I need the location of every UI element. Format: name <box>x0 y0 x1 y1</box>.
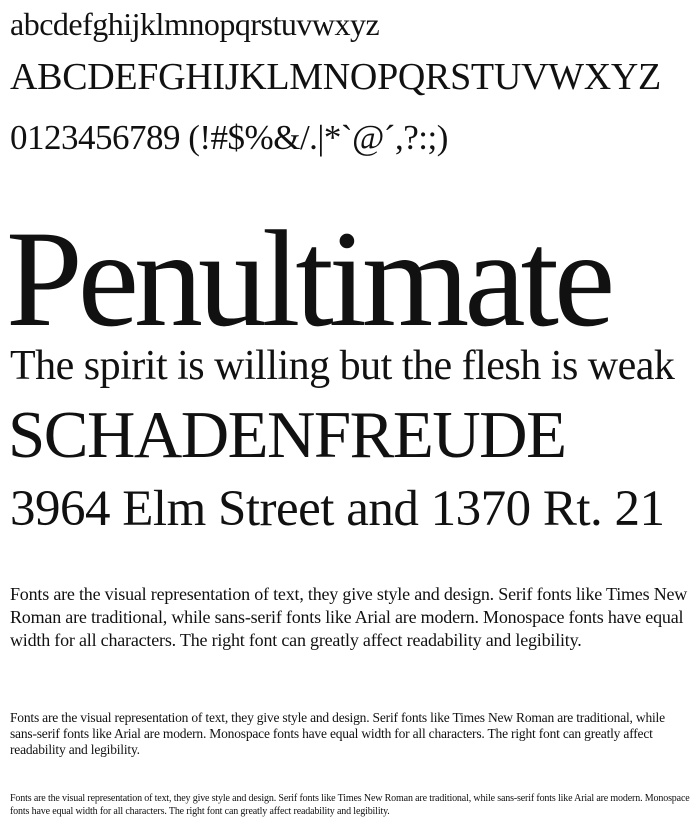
paragraph-small: Fonts are the visual representation of text, they give style and design. Serif fonts like Times New Roman are traditional, while sans-serif fonts like Arial are modern. Monospace fonts have equal width for all characters. The right font can greatly affect readability and legibility. <box>10 793 690 817</box>
digits-and-symbols: 0123456789 (!#$%&/.|*`@´,?:;) <box>10 118 448 157</box>
display-word: Penultimate <box>6 202 611 355</box>
caps-word: SCHADENFREUDE <box>8 398 566 472</box>
lowercase-alphabet: abcdefghijklmnopqrstuvwxyz <box>10 6 380 42</box>
uppercase-alphabet: ABCDEFGHIJKLMNOPQRSTUVWXYZ <box>10 56 661 98</box>
sample-address: 3964 Elm Street and 1370 Rt. 21 <box>10 481 665 537</box>
paragraph-large: Fonts are the visual representation of text, they give style and design. Serif fonts like Times New Roman are traditional, while sans-serif fonts like Arial are modern. Monospace fonts have equal width for all characters. The right font can greatly affect readability and legibility. <box>10 584 688 650</box>
sample-phrase: The spirit is willing but the flesh is weak <box>10 343 675 389</box>
paragraph-medium: Fonts are the visual representation of text, they give style and design. Serif fonts like Times New Roman are traditional, while sans-serif fonts like Arial are modern. Monospace fonts have equal width for all characters. The right font can greatly affect readability and legibility. <box>10 710 665 757</box>
